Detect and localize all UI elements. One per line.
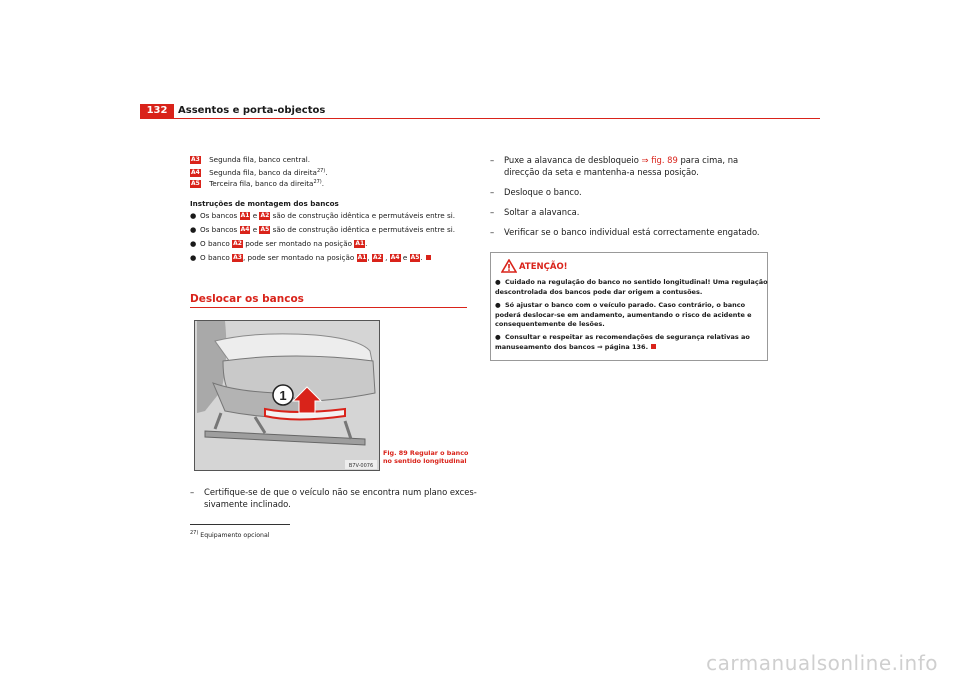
warning-line xyxy=(495,343,656,353)
dash: – xyxy=(490,207,495,217)
text: O banco xyxy=(200,239,230,248)
step-item xyxy=(490,154,738,178)
figure-callout: 1 xyxy=(279,388,287,403)
figure-link[interactable]: ⇒ fig. 89 xyxy=(641,155,678,165)
figure-caption-line: no sentido longitudinal xyxy=(383,457,467,465)
warning-text: Consultar e respeitar as recomendações de segurança relativas ao xyxy=(505,333,750,341)
bullet-icon: ● xyxy=(190,253,197,262)
footnote xyxy=(190,530,269,539)
callout-badge: A5 xyxy=(260,226,270,233)
callout-badge: A1 xyxy=(355,240,365,247)
step-text: para cima, na xyxy=(680,155,739,165)
text: , pode ser montado na posição xyxy=(242,253,355,262)
page-number: 132 xyxy=(140,104,174,118)
step-text: Verificar se o banco individual está correctamente engatado. xyxy=(504,227,760,237)
callout-badge: A5 xyxy=(410,254,420,261)
instruction-bullet xyxy=(190,211,455,221)
bullet-icon: ● xyxy=(495,333,501,341)
text: . xyxy=(420,253,423,262)
text: são de construção idêntica e permutáveis entre si. xyxy=(272,211,456,220)
step-text: Puxe a alavanca de desbloqueio xyxy=(504,155,639,165)
callout-badge: A1 xyxy=(357,254,367,261)
callout-badge: A2 xyxy=(373,254,382,261)
callout-badge: A3 xyxy=(233,254,242,261)
footnote-text: Equipamento opcional xyxy=(200,532,270,539)
seat-illustration xyxy=(195,321,379,470)
dash: – xyxy=(190,487,195,497)
step-item xyxy=(490,226,760,238)
text: são de construção idêntica e permutáveis entre si. xyxy=(272,225,456,234)
dash: – xyxy=(490,155,495,165)
step-item xyxy=(490,206,579,218)
punct: . xyxy=(321,179,325,188)
step-text: direcção da seta e mantenha-a nessa posição. xyxy=(504,167,699,177)
end-marker-icon xyxy=(651,344,656,349)
footnote-ref: 27) xyxy=(313,179,322,185)
figure-code: B7V-0076 xyxy=(348,463,374,469)
punct: . xyxy=(325,168,328,177)
header-rule xyxy=(140,118,820,119)
step-text: Desloque o banco. xyxy=(504,187,582,197)
list-item-text: Segunda fila, banco da direita xyxy=(209,168,317,177)
callout-badge: A3 xyxy=(191,156,200,163)
instruction-bullet xyxy=(190,239,367,249)
list-item-text: Terceira fila, banco da direita xyxy=(209,179,314,188)
section-title: Deslocar os bancos xyxy=(190,293,304,305)
warning-line: descontrolada dos bancos pode dar origem a contusões. xyxy=(495,287,703,296)
list-item xyxy=(190,155,310,165)
warning-line xyxy=(495,301,745,311)
footnote-ref: 27) xyxy=(316,168,326,174)
instruction-bullet xyxy=(190,253,431,263)
callout-badge: A2 xyxy=(233,240,242,247)
warning-text: Só ajustar o banco com o veículo parado. Caso contrário, o banco xyxy=(505,301,746,309)
warning-line xyxy=(495,278,768,288)
footnote-rule xyxy=(190,524,290,525)
figure-seat-illustration xyxy=(194,320,380,471)
step-text: sivamente inclinado. xyxy=(204,499,291,509)
text: Os bancos xyxy=(200,211,238,220)
warning-icon xyxy=(501,259,517,273)
text: Os bancos xyxy=(200,225,238,234)
callout-badge: A1 xyxy=(240,212,250,219)
footnote-mark: 27) xyxy=(190,530,199,536)
warning-text: manuseamento dos bancos ⇒ página 136. xyxy=(495,342,649,351)
callout-badge: A2 xyxy=(260,212,270,219)
text: e xyxy=(252,225,258,234)
callout-badge: A5 xyxy=(191,180,200,187)
bullet-icon: ● xyxy=(190,211,197,220)
warning-line xyxy=(495,333,750,343)
warning-line: consequentemente de lesões. xyxy=(495,320,605,328)
figure-caption xyxy=(383,449,468,465)
callout-badge: A4 xyxy=(240,226,250,233)
text: O banco xyxy=(200,253,230,262)
step-item xyxy=(490,186,582,198)
text: e xyxy=(252,211,258,220)
figure-caption-line: Fig. 89 Regular o banco xyxy=(383,449,469,457)
dash: – xyxy=(490,227,495,237)
callout-badge: A4 xyxy=(191,169,200,176)
bullet-icon: ● xyxy=(190,225,197,234)
watermark: carmanualsonline.info xyxy=(706,651,938,675)
step-text: Soltar a alavanca. xyxy=(504,207,580,217)
step-item xyxy=(190,486,477,510)
bullet-icon: ● xyxy=(190,239,197,248)
callout-badge: A4 xyxy=(390,254,400,261)
text: , xyxy=(367,253,370,262)
list-item xyxy=(190,177,324,189)
warning-text: Cuidado na regulação do banco no sentido longitudinal! Uma regulação xyxy=(505,278,768,286)
dash: – xyxy=(490,187,495,197)
bullet-icon: ● xyxy=(495,301,501,309)
list-item-text: Segunda fila, banco central. xyxy=(209,155,311,164)
text: . xyxy=(365,239,368,248)
section-rule xyxy=(190,307,467,308)
text: pode ser montado na posição xyxy=(245,239,353,248)
text: , xyxy=(385,253,388,262)
bullet-icon: ● xyxy=(495,278,501,286)
step-text: Certifique-se de que o veículo não se encontra num plano exces- xyxy=(204,487,477,497)
page-header-title: Assentos e porta-objectos xyxy=(178,105,326,116)
instructions-title: Instruções de montagem dos bancos xyxy=(190,199,339,208)
warning-line: poderá deslocar-se em andamento, aumentando o risco de acidente e xyxy=(495,310,752,319)
instruction-bullet xyxy=(190,225,455,235)
warning-box xyxy=(490,252,768,361)
text: e xyxy=(402,253,408,262)
end-marker-icon xyxy=(426,255,431,260)
warning-title: ATENÇÃO! xyxy=(519,262,568,272)
